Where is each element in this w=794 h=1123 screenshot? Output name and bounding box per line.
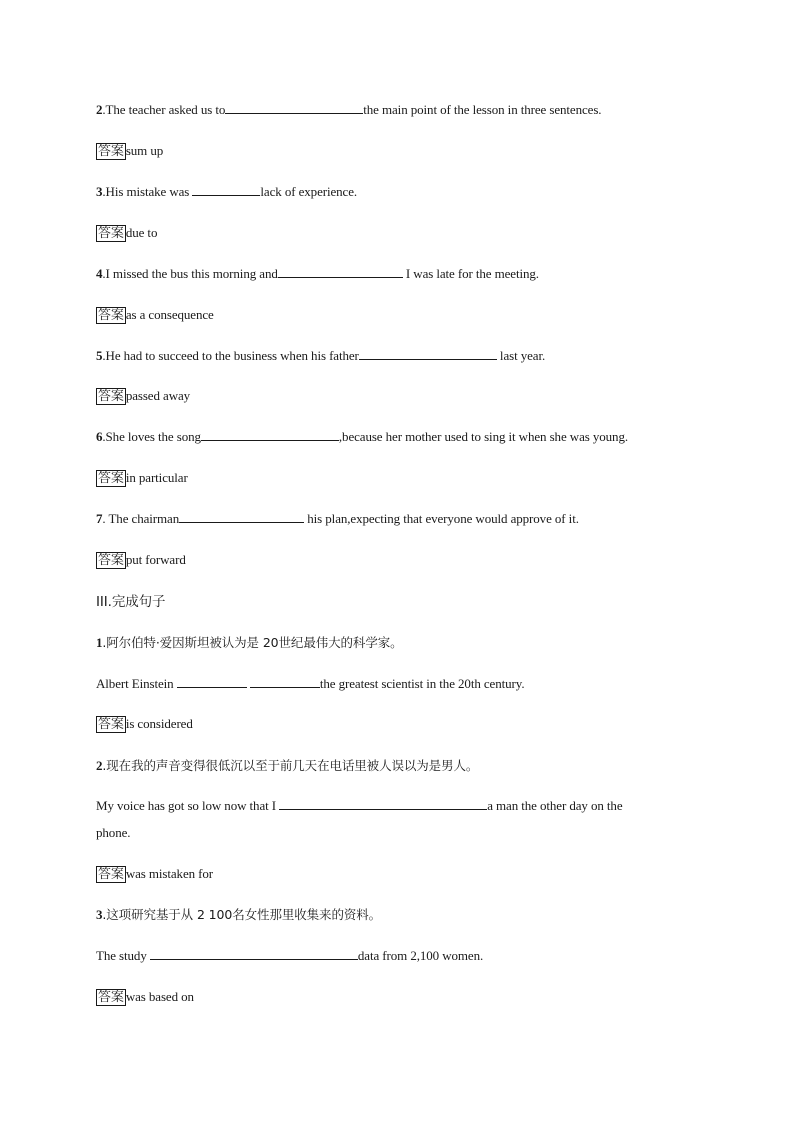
question-text-before: .His mistake was — [102, 184, 193, 199]
answer-text: was based on — [125, 989, 194, 1004]
question-text-after: his plan,expecting that everyone would approve of it. — [304, 511, 579, 526]
answer-blank — [359, 347, 497, 360]
question-number: 2 — [96, 758, 103, 773]
answer-blank — [177, 675, 247, 688]
question-text-before: .She loves the song — [102, 429, 201, 444]
question-2 — [96, 101, 601, 119]
answer-blank — [150, 947, 358, 960]
question-7 — [96, 510, 579, 528]
answer-blank — [225, 101, 363, 114]
answer-tag: 答案 — [98, 144, 124, 159]
question-text-before: .I missed the bus this morning and — [102, 266, 278, 281]
answer-blank — [279, 797, 487, 810]
sentence-after: the greatest scientist in the 20th century. — [319, 676, 525, 691]
question-number: 4 — [96, 266, 103, 281]
question-number: 1 — [96, 635, 103, 650]
sentence-after: data from 2,100 women. — [357, 948, 484, 963]
answer-blank — [250, 675, 320, 688]
answer-tag: 答案 — [98, 389, 124, 404]
answer-blank — [201, 428, 339, 441]
question-text-after: last year. — [496, 348, 546, 363]
answer-3 — [96, 224, 157, 242]
translation-answer-2 — [96, 865, 213, 883]
question-number: 5 — [96, 348, 103, 363]
answer-tag: 答案 — [98, 226, 124, 241]
question-6 — [96, 428, 628, 446]
answer-text: sum up — [125, 143, 164, 158]
question-text-after: ,because her mother used to sing it when she was young. — [338, 429, 628, 444]
answer-tag: 答案 — [98, 717, 124, 732]
answer-text: as a consequence — [125, 307, 214, 322]
sentence-before: Albert Einstein — [96, 676, 177, 691]
question-number: 3 — [96, 907, 103, 922]
question-text-before: .The teacher asked us to — [102, 102, 226, 117]
question-text-before: .He had to succeed to the business when his father — [102, 348, 359, 363]
answer-tag: 答案 — [98, 553, 124, 568]
answer-7 — [96, 551, 186, 569]
chinese-prompt: .阿尔伯特·爱因斯坦被认为是 20世纪最伟大的科学家。 — [102, 635, 403, 650]
answer-tag: 答案 — [98, 867, 124, 882]
translation-answer-1 — [96, 715, 193, 733]
question-3 — [96, 183, 357, 201]
translation-answer-3 — [96, 988, 194, 1006]
answer-blank — [179, 510, 304, 523]
answer-tag: 答案 — [98, 308, 124, 323]
question-4 — [96, 265, 539, 283]
answer-6 — [96, 469, 188, 487]
section-title: III.完成句子 — [96, 594, 166, 610]
sentence-after: a man the other day on the — [487, 798, 623, 813]
answer-text: was mistaken for — [125, 866, 214, 881]
answer-2 — [96, 142, 163, 160]
question-number: 3 — [96, 184, 103, 199]
sentence-before: The study — [96, 948, 150, 963]
question-text-after: lack of experience. — [260, 184, 358, 199]
translation-sentence-2 — [96, 797, 622, 815]
answer-text: due to — [125, 225, 158, 240]
translation-question-2 — [96, 757, 478, 775]
answer-blank — [192, 183, 260, 196]
answer-text: put forward — [125, 552, 186, 567]
translation-sentence-3 — [96, 947, 483, 965]
chinese-prompt: .现在我的声音变得很低沉以至于前几天在电话里被人误以为是男人。 — [102, 758, 479, 773]
translation-question-3 — [96, 906, 381, 924]
answer-5 — [96, 387, 190, 405]
question-5 — [96, 347, 545, 365]
question-number: 6 — [96, 429, 103, 444]
translation-sentence-1 — [96, 675, 524, 693]
answer-4 — [96, 306, 214, 324]
translation-question-1 — [96, 634, 403, 652]
translation-sentence-2-continued: phone. — [96, 825, 131, 840]
answer-text: in particular — [125, 470, 188, 485]
question-text-after: the main point of the lesson in three sentences. — [363, 102, 602, 117]
question-number: 7 — [96, 511, 103, 526]
chinese-prompt: .这项研究基于从 2 100名女性那里收集来的资料。 — [102, 907, 382, 922]
sentence-before: My voice has got so low now that I — [96, 798, 280, 813]
question-text-after: I was late for the meeting. — [402, 266, 539, 281]
question-number: 2 — [96, 102, 103, 117]
question-text-before: . The chairman — [102, 511, 180, 526]
answer-tag: 答案 — [98, 990, 124, 1005]
answer-blank — [278, 265, 403, 278]
answer-text: passed away — [125, 388, 191, 403]
answer-text: is considered — [125, 716, 193, 731]
answer-tag: 答案 — [98, 471, 124, 486]
